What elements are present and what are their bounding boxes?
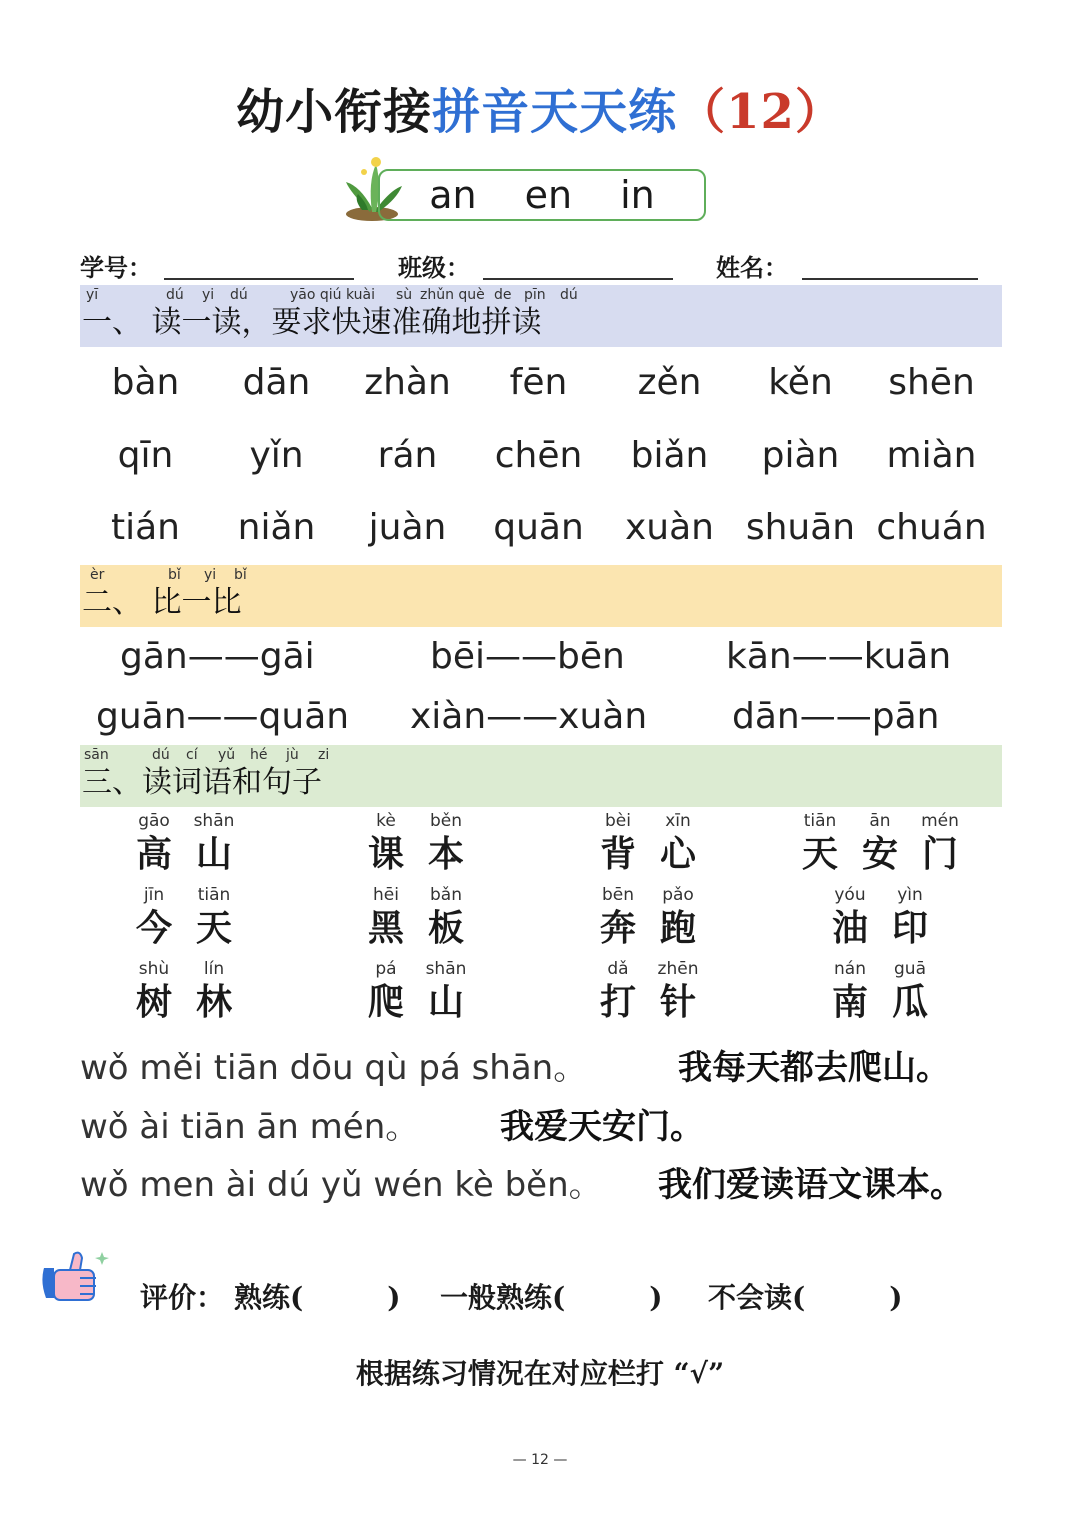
char-pinyin: gāo bbox=[138, 811, 170, 831]
compare-pair: bēi——bēn bbox=[430, 636, 625, 677]
word-char bbox=[588, 958, 648, 1024]
sentence-pinyin: wǒ men ài dú yǔ wén kè běn。 bbox=[80, 1165, 603, 1205]
pinyin-syllable: niǎn bbox=[237, 507, 316, 548]
section3-heading: 三、读词语和句子 bbox=[82, 765, 322, 800]
char-hanzi: 瓜 bbox=[891, 981, 928, 1023]
section3-pinyin: dú bbox=[152, 747, 170, 763]
char-hanzi: 爬 bbox=[367, 981, 404, 1023]
vowel-box bbox=[378, 169, 706, 221]
word-char bbox=[184, 958, 244, 1024]
char-hanzi: 林 bbox=[195, 981, 232, 1023]
word-item bbox=[588, 810, 718, 880]
word-char bbox=[910, 810, 970, 876]
section1-pinyin: pīn bbox=[524, 287, 546, 303]
char-hanzi: 山 bbox=[427, 981, 464, 1023]
sentence-hanzi: 我们爱读语文课本。 bbox=[658, 1165, 964, 1205]
char-hanzi: 跑 bbox=[659, 907, 696, 949]
sentence-row bbox=[80, 1040, 1000, 1090]
eval-option-moderate[interactable]: 一般熟练( ) bbox=[440, 1281, 663, 1314]
section1-pinyin: zhǔn què bbox=[420, 287, 485, 303]
pinyin-syllable: bàn bbox=[111, 362, 180, 403]
student-info-row bbox=[80, 242, 980, 282]
section1-pinyin: yi bbox=[202, 287, 215, 303]
pinyin-syllable: qīn bbox=[117, 435, 174, 476]
char-hanzi: 心 bbox=[659, 833, 696, 875]
pinyin-syllable: zhàn bbox=[364, 362, 451, 403]
char-hanzi: 针 bbox=[659, 981, 696, 1023]
word-char bbox=[124, 884, 184, 950]
pinyin-syllable: miàn bbox=[886, 435, 977, 476]
pinyin-syllable: chēn bbox=[494, 435, 583, 476]
pinyin-syllable: biǎn bbox=[630, 435, 709, 476]
section3-header bbox=[80, 745, 1002, 807]
section1-pinyin: yāo qiú kuài bbox=[290, 287, 375, 303]
char-pinyin: bēn bbox=[601, 885, 635, 905]
title-part3: （12） bbox=[677, 84, 844, 140]
class-field[interactable] bbox=[483, 278, 673, 280]
char-hanzi: 天 bbox=[801, 833, 838, 875]
vowel-en: en bbox=[524, 173, 573, 217]
pinyin-row bbox=[80, 507, 1000, 567]
word-item bbox=[124, 810, 254, 880]
student-no-field[interactable] bbox=[164, 278, 354, 280]
char-pinyin: yóu bbox=[834, 885, 866, 905]
word-char bbox=[880, 884, 940, 950]
pinyin-syllable: shēn bbox=[888, 362, 975, 403]
section3-pinyin: hé bbox=[250, 747, 268, 763]
sentence-row bbox=[80, 1157, 1000, 1207]
section3-pinyin: jù bbox=[286, 747, 299, 763]
section1-pinyin: yī bbox=[86, 287, 99, 303]
char-pinyin: shù bbox=[138, 959, 170, 979]
student-no-label: 学号： bbox=[80, 253, 152, 282]
sentence-row bbox=[80, 1099, 1000, 1149]
pinyin-syllable: yǐn bbox=[249, 435, 304, 476]
char-hanzi: 今 bbox=[135, 907, 172, 949]
word-item bbox=[356, 810, 486, 880]
char-pinyin: lín bbox=[203, 959, 225, 979]
word-item bbox=[588, 958, 718, 1028]
word-char bbox=[648, 884, 708, 950]
word-char bbox=[790, 810, 850, 876]
section1-header bbox=[80, 285, 1002, 347]
char-pinyin: mén bbox=[921, 811, 959, 831]
char-hanzi: 天 bbox=[195, 907, 232, 949]
section2-pinyin: èr bbox=[90, 567, 105, 583]
char-pinyin: shān bbox=[425, 959, 467, 979]
char-hanzi: 背 bbox=[599, 833, 636, 875]
char-pinyin: dǎ bbox=[607, 959, 629, 979]
evaluation-row bbox=[140, 1276, 940, 1320]
instruction-text: 根据练习情况在对应栏打 “√” bbox=[355, 1357, 725, 1390]
char-pinyin: kè bbox=[376, 811, 396, 831]
vowel-an: an bbox=[429, 173, 477, 217]
char-hanzi: 门 bbox=[921, 833, 958, 875]
section2-pinyin: yi bbox=[204, 567, 217, 583]
char-pinyin: bèi bbox=[605, 811, 631, 831]
page-number: — 12 — bbox=[512, 1452, 568, 1468]
char-pinyin: shān bbox=[193, 811, 235, 831]
char-hanzi: 印 bbox=[891, 907, 928, 949]
word-item bbox=[356, 884, 486, 954]
section3-pinyin: yǔ bbox=[218, 747, 236, 763]
word-char bbox=[356, 884, 416, 950]
word-char bbox=[416, 884, 476, 950]
char-pinyin: ān bbox=[869, 811, 891, 831]
eval-option-cannot-read[interactable]: 不会读( ) bbox=[708, 1281, 903, 1314]
word-char bbox=[880, 958, 940, 1024]
char-hanzi: 高 bbox=[135, 833, 172, 875]
char-pinyin: běn bbox=[429, 811, 463, 831]
pinyin-syllable: dān bbox=[242, 362, 311, 403]
word-item bbox=[356, 958, 486, 1028]
word-item bbox=[820, 884, 950, 954]
word-char bbox=[850, 810, 910, 876]
word-char bbox=[356, 958, 416, 1024]
section2-pinyin: bǐ bbox=[168, 567, 181, 583]
char-hanzi: 树 bbox=[135, 981, 172, 1023]
section2-heading: 二、 比一比 bbox=[82, 585, 242, 620]
compare-pair: guān——quān bbox=[96, 696, 350, 737]
word-item bbox=[820, 958, 950, 1028]
char-pinyin: guā bbox=[894, 959, 926, 979]
char-pinyin: zhēn bbox=[657, 959, 699, 979]
char-pinyin: pǎo bbox=[662, 885, 694, 905]
evaluation-label: 评价： bbox=[140, 1281, 225, 1314]
char-hanzi: 山 bbox=[195, 833, 232, 875]
pinyin-syllable: kěn bbox=[768, 362, 833, 403]
title-part2: 拼音天天练 bbox=[432, 84, 678, 140]
section2-pinyin: bǐ bbox=[234, 567, 247, 583]
eval-option-fluent[interactable]: 熟练( ) bbox=[234, 1281, 401, 1314]
char-hanzi: 板 bbox=[427, 907, 464, 949]
section1-pinyin: de bbox=[494, 287, 512, 303]
char-pinyin: nán bbox=[834, 959, 866, 979]
char-pinyin: bǎn bbox=[430, 885, 462, 905]
char-pinyin: hēi bbox=[373, 885, 399, 905]
compare-pair: dān——pān bbox=[732, 696, 940, 737]
word-item bbox=[588, 884, 718, 954]
class-label: 班级： bbox=[398, 253, 470, 282]
char-hanzi: 油 bbox=[831, 907, 868, 949]
pinyin-syllable: juàn bbox=[368, 507, 447, 548]
char-hanzi: 本 bbox=[427, 833, 464, 875]
char-pinyin: xīn bbox=[665, 811, 691, 831]
word-char bbox=[416, 810, 476, 876]
pinyin-syllable: shuān bbox=[745, 507, 856, 548]
section1-pinyin: dú bbox=[560, 287, 578, 303]
word-char bbox=[588, 810, 648, 876]
compare-pair: kān——kuān bbox=[726, 636, 952, 677]
word-char bbox=[184, 884, 244, 950]
char-hanzi: 安 bbox=[861, 833, 898, 875]
char-hanzi: 打 bbox=[599, 981, 636, 1023]
section3-pinyin: sān bbox=[84, 747, 109, 763]
word-item bbox=[790, 810, 980, 880]
pinyin-syllable: fēn bbox=[509, 362, 568, 403]
word-char bbox=[184, 810, 244, 876]
word-char bbox=[124, 958, 184, 1024]
pinyin-syllable: piàn bbox=[761, 435, 840, 476]
page-title bbox=[0, 80, 1080, 144]
pinyin-syllable: xuàn bbox=[625, 507, 714, 548]
section3-pinyin: cí bbox=[186, 747, 198, 763]
char-pinyin: jīn bbox=[143, 885, 165, 905]
section2-header bbox=[80, 565, 1002, 627]
pinyin-syllable: zěn bbox=[637, 362, 702, 403]
word-item bbox=[124, 884, 254, 954]
char-hanzi: 黑 bbox=[367, 907, 404, 949]
compare-pair: gān——gāi bbox=[120, 636, 315, 677]
section1-heading: 一、 读一读，要求快速准确地拼读 bbox=[82, 305, 542, 340]
pinyin-syllable: quān bbox=[493, 507, 584, 548]
vowel-in: in bbox=[620, 173, 655, 217]
word-char bbox=[588, 884, 648, 950]
char-pinyin: pá bbox=[375, 959, 397, 979]
sentence-pinyin: wǒ ài tiān ān mén。 bbox=[80, 1107, 420, 1147]
char-hanzi: 奔 bbox=[599, 907, 636, 949]
char-pinyin: tiān bbox=[197, 885, 231, 905]
section1-pinyin: dú bbox=[230, 287, 248, 303]
sentence-pinyin: wǒ měi tiān dōu qù pá shān。 bbox=[80, 1048, 588, 1088]
sentence-hanzi: 我爱天安门。 bbox=[500, 1107, 704, 1147]
word-char bbox=[648, 958, 708, 1024]
pinyin-syllable: chuán bbox=[876, 507, 987, 548]
pinyin-syllable: rán bbox=[377, 435, 438, 476]
word-char bbox=[124, 810, 184, 876]
sentence-hanzi: 我每天都去爬山。 bbox=[678, 1048, 950, 1088]
word-char bbox=[820, 958, 880, 1024]
pinyin-syllable: tián bbox=[111, 507, 180, 548]
thumbs-up-icon bbox=[40, 1248, 116, 1314]
char-pinyin: tiān bbox=[803, 811, 837, 831]
char-pinyin: yìn bbox=[897, 885, 923, 905]
title-part1: 幼小衔接 bbox=[236, 84, 433, 140]
name-label: 姓名： bbox=[716, 253, 788, 282]
compare-pair: xiàn——xuàn bbox=[410, 696, 648, 737]
section1-pinyin: dú bbox=[166, 287, 184, 303]
pinyin-row bbox=[80, 435, 1000, 495]
section3-pinyin: zi bbox=[318, 747, 330, 763]
name-field[interactable] bbox=[802, 278, 978, 280]
word-char bbox=[648, 810, 708, 876]
char-hanzi: 课 bbox=[367, 833, 404, 875]
char-hanzi: 南 bbox=[831, 981, 868, 1023]
word-char bbox=[416, 958, 476, 1024]
pinyin-row bbox=[80, 362, 1000, 422]
word-item bbox=[124, 958, 254, 1028]
word-char bbox=[820, 884, 880, 950]
word-char bbox=[356, 810, 416, 876]
section1-pinyin: sù bbox=[396, 287, 413, 303]
